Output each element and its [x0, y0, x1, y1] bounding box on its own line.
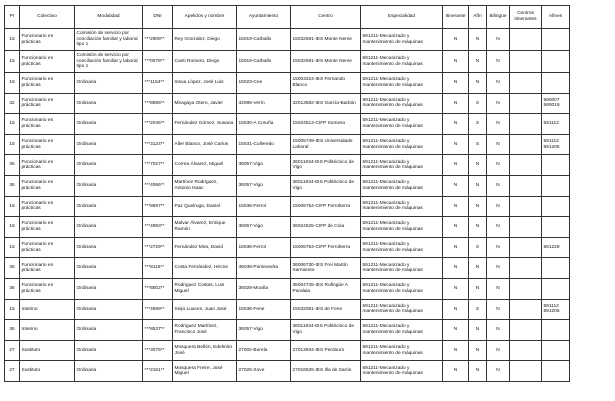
cell-pr: 15: [5, 51, 20, 73]
cell-centros-itinerantes: [510, 114, 542, 135]
cell-afines: [542, 29, 570, 51]
cell-afin: N: [469, 196, 487, 217]
cell-afin: S: [469, 237, 487, 258]
cell-bilingue: N: [487, 114, 510, 135]
cell-dni: ***4993**: [143, 217, 173, 238]
cell-afines: 591112 591205: [542, 134, 570, 155]
cell-afin: N: [469, 175, 487, 196]
table-row: [5, 237, 570, 258]
cell-modalidad: Ordinaria: [75, 217, 143, 238]
cell-modalidad: Ordinaria: [75, 340, 143, 361]
cell-modalidad: Ordinaria: [75, 237, 143, 258]
cell-dni: ***2729**: [143, 237, 173, 258]
table-row: [5, 340, 570, 361]
cell-ayuntamiento: 36057-Vigo: [237, 320, 291, 341]
table-row: [5, 361, 570, 382]
cell-ayuntamiento: 36057-Vigo: [237, 175, 291, 196]
cell-pr: 15: [5, 196, 20, 217]
cell-especialidad: 591211-Mecanizado y mantenimiento de máquinas: [361, 51, 443, 73]
cell-dni: ***1154**: [143, 73, 173, 94]
table-row: [5, 93, 570, 114]
cell-especialidad: 591211-Mecanizado y mantenimiento de máquinas: [361, 93, 443, 114]
cell-colectivo: Funcionario en prácticas: [20, 29, 75, 51]
cell-pr: 27: [5, 340, 20, 361]
cell-itinerante: N: [443, 175, 469, 196]
header-bilingue: Bilingüe: [487, 6, 510, 29]
cell-centro: 36011634-IES Politécnico de Vigo: [291, 320, 361, 341]
cell-nombre: Malvar Álvarez, Enrique Ramón: [173, 217, 237, 238]
cell-especialidad: 591211-Mecanizado y mantenimiento de máquinas: [361, 258, 443, 279]
cell-bilingue: N: [487, 217, 510, 238]
cell-centros-itinerantes: [510, 320, 542, 341]
cell-itinerante: N: [443, 258, 469, 279]
cell-itinerante: N: [443, 278, 469, 299]
cell-colectivo: Funcionario en prácticas: [20, 73, 75, 94]
cell-afines: 591112: [542, 114, 570, 135]
cell-dni: ***2045**: [143, 114, 173, 135]
cell-bilingue: N: [487, 93, 510, 114]
cell-centro: 15005749-IES Universidade Laboral: [291, 134, 361, 155]
cell-itinerante: N: [443, 237, 469, 258]
cell-centro: 15006754-CIFP Ferrolterra: [291, 237, 361, 258]
cell-afin: N: [469, 51, 487, 73]
cell-pr: 36: [5, 320, 20, 341]
cell-especialidad: 591211-Mecanizado y mantenimiento de máquinas: [361, 196, 443, 217]
cell-modalidad: Ordinaria: [75, 320, 143, 341]
cell-afin: N: [469, 155, 487, 176]
cell-dni: ***4699**: [143, 299, 173, 320]
cell-centros-itinerantes: [510, 361, 542, 382]
cell-modalidad: Ordinaria: [75, 114, 143, 135]
cell-afines: 591112 591205: [542, 299, 570, 320]
table-row: [5, 51, 570, 73]
table-row: [5, 217, 570, 238]
cell-afines: [542, 155, 570, 176]
cell-centros-itinerantes: [510, 237, 542, 258]
cell-itinerante: N: [443, 217, 469, 238]
header-colectivo: Colectivo: [20, 6, 75, 29]
cell-afin: N: [469, 217, 487, 238]
cell-ayuntamiento: 15036-Fene: [237, 299, 291, 320]
cell-pr: 15: [5, 114, 20, 135]
cell-centros-itinerantes: [510, 73, 542, 94]
header-afines: Afines: [542, 6, 570, 29]
cell-nombre: Paz Quelruga, Daniel: [173, 196, 237, 217]
cell-modalidad: Ordinaria: [75, 155, 143, 176]
table-header-row: [5, 6, 570, 29]
cell-modalidad: Ordinaria: [75, 278, 143, 299]
cell-modalidad: Ordinaria: [75, 258, 143, 279]
cell-afin: N: [469, 320, 487, 341]
cell-especialidad: 591211-Mecanizado y mantenimiento de máquinas: [361, 278, 443, 299]
cell-afines: [542, 258, 570, 279]
cell-pr: 36: [5, 155, 20, 176]
cell-nombre: Insua López, José Luis: [173, 73, 237, 94]
cell-pr: 15: [5, 134, 20, 155]
table-body: [5, 29, 570, 382]
cell-centros-itinerantes: [510, 196, 542, 217]
header-afin: Afín: [469, 6, 487, 29]
cell-centro: 15006754-CIFP Ferrolterra: [291, 196, 361, 217]
cell-afines: 590007 590019: [542, 93, 570, 114]
cell-pr: 36: [5, 258, 20, 279]
cell-itinerante: N: [443, 196, 469, 217]
cell-modalidad: Ordinaria: [75, 134, 143, 155]
header-especialidad: Especialidad: [361, 6, 443, 29]
table-row: [5, 73, 570, 94]
cell-modalidad: Comisión de servicio por conciliación familiar y laboral tipo 1: [75, 51, 143, 73]
cell-bilingue: N: [487, 29, 510, 51]
cell-ayuntamiento: 36029-Moaña: [237, 278, 291, 299]
cell-dni: ***8115**: [143, 258, 173, 279]
cell-bilingue: N: [487, 237, 510, 258]
cell-ayuntamiento: 32085-Verín: [237, 93, 291, 114]
cell-afines: [542, 320, 570, 341]
cell-itinerante: N: [443, 73, 469, 94]
cell-centros-itinerantes: [510, 258, 542, 279]
cell-centros-itinerantes: [510, 278, 542, 299]
cell-especialidad: 591211-Mecanizado y mantenimiento de máquinas: [361, 155, 443, 176]
cell-nombre: Mosquera Freire, José Miguel: [173, 361, 237, 382]
cell-centro: 36006730-IES Frei Martín Sarmiento: [291, 258, 361, 279]
cell-ayuntamiento: 15030-A Coruña: [237, 114, 291, 135]
cell-centros-itinerantes: [510, 93, 542, 114]
cell-nombre: Rodriguez Costas, Luis Miguel: [173, 278, 237, 299]
cell-nombre: Canti Romero, Diego: [173, 51, 237, 73]
cell-centro: 15032591-IES Monte Neme: [291, 29, 361, 51]
cell-afin: N: [469, 340, 487, 361]
cell-bilingue: N: [487, 134, 510, 155]
cell-centros-itinerantes: [510, 155, 542, 176]
cell-colectivo: Interino: [20, 299, 75, 320]
cell-colectivo: Funcionario en prácticas: [20, 217, 75, 238]
cell-pr: 32: [5, 93, 20, 114]
cell-colectivo: Funcionario en prácticas: [20, 258, 75, 279]
cell-colectivo: Sustituto: [20, 340, 75, 361]
cell-itinerante: N: [443, 114, 469, 135]
cell-centro: 27013934-IES Perdouro: [291, 340, 361, 361]
cell-nombre: Martínez Rodriguez, Antonio Isaac: [173, 175, 237, 196]
cell-colectivo: Interino: [20, 320, 75, 341]
cell-afines: [542, 278, 570, 299]
cell-colectivo: Funcionario en prácticas: [20, 278, 75, 299]
cell-afines: 591228: [542, 237, 570, 258]
cell-especialidad: 591211-Mecanizado y mantenimiento de máquinas: [361, 320, 443, 341]
cell-dni: ***3124**: [143, 134, 173, 155]
cell-bilingue: N: [487, 51, 510, 73]
cell-centro: 36011634-IES Politécnico de Vigo: [291, 155, 361, 176]
cell-pr: 36: [5, 175, 20, 196]
cell-itinerante: N: [443, 51, 469, 73]
cell-itinerante: N: [443, 155, 469, 176]
table-row: [5, 175, 570, 196]
cell-afin: S: [469, 93, 487, 114]
cell-ayuntamiento: 15019-Carballo: [237, 51, 291, 73]
header-ayuntamiento: Ayuntamiento: [237, 6, 291, 29]
cell-bilingue: N: [487, 320, 510, 341]
table-row: [5, 114, 570, 135]
cell-centros-itinerantes: [510, 299, 542, 320]
header-centro: Centro: [291, 6, 361, 29]
cell-dni: ***2908**: [143, 29, 173, 51]
cell-pr: 27: [5, 361, 20, 382]
cell-itinerante: N: [443, 93, 469, 114]
header-dni: DNI: [143, 6, 173, 29]
cell-afines: [542, 175, 570, 196]
cell-ayuntamiento: 15031-Culleredo: [237, 134, 291, 155]
cell-bilingue: N: [487, 361, 510, 382]
cell-dni: ***8502**: [143, 278, 173, 299]
cell-nombre: Costa Fernández, Héctor: [173, 258, 237, 279]
cell-ayuntamiento: 15023-Cee: [237, 73, 291, 94]
cell-ayuntamiento: 36057-Vigo: [237, 155, 291, 176]
cell-centro: 15032081-IES de Fene: [291, 299, 361, 320]
cell-itinerante: N: [443, 134, 469, 155]
cell-afin: N: [469, 278, 487, 299]
cell-bilingue: N: [487, 155, 510, 176]
cell-especialidad: 591211-Mecanizado y mantenimiento de máquinas: [361, 299, 443, 320]
cell-centro: 36004745-IES Rufingúe A Paralaia: [291, 278, 361, 299]
cell-modalidad: Comisión de servicio por conciliación familiar y laboral tipo 1: [75, 29, 143, 51]
header-itinerante: Itinerante: [443, 6, 469, 29]
cell-dni: ***4066**: [143, 175, 173, 196]
cell-especialidad: 591211-Mecanizado y mantenimiento de máquinas: [361, 114, 443, 135]
cell-ayuntamiento: 36057-Vigo: [237, 217, 291, 238]
cell-nombre: Fernández Mira, David: [173, 237, 237, 258]
cell-dni: ***3075**: [143, 340, 173, 361]
cell-centro: 36024525-CIFP de Coia: [291, 217, 361, 238]
cell-especialidad: 591211-Mecanizado y mantenimiento de máquinas: [361, 217, 443, 238]
cell-ayuntamiento: 15019-Carballo: [237, 29, 291, 51]
cell-centros-itinerantes: [510, 51, 542, 73]
cell-especialidad: 591211-Mecanizado y mantenimiento de máquinas: [361, 73, 443, 94]
table-row: [5, 155, 570, 176]
cell-modalidad: Ordinaria: [75, 175, 143, 196]
cell-afin: N: [469, 29, 487, 51]
cell-centro: 15024513-CIFP Someso: [291, 114, 361, 135]
cell-centro: 27016625-IES Illa de Sarón: [291, 361, 361, 382]
cell-afines: [542, 73, 570, 94]
cell-colectivo: Funcionario en prácticas: [20, 237, 75, 258]
cell-nombre: Rodriguez Martínez, Francisco José: [173, 320, 237, 341]
table-row: [5, 134, 570, 155]
cell-modalidad: Ordinaria: [75, 93, 143, 114]
cell-modalidad: Ordinaria: [75, 73, 143, 94]
cell-colectivo: Funcionario en prácticas: [20, 93, 75, 114]
cell-nombre: Rey Gonzalez, Diego: [173, 29, 237, 51]
cell-nombre: Aller Blanco, José Carlos: [173, 134, 237, 155]
cell-afin: S: [469, 114, 487, 135]
cell-colectivo: Sustituto: [20, 361, 75, 382]
cell-nombre: Mosquera Bellón, Edelmiro José: [173, 340, 237, 361]
cell-bilingue: N: [487, 299, 510, 320]
cell-nombre: Seijo Luaces, Juan José: [173, 299, 237, 320]
cell-afin: S: [469, 299, 487, 320]
cell-bilingue: N: [487, 258, 510, 279]
cell-centro: 36011634-IES Politécnico de Vigo: [291, 175, 361, 196]
cell-dni: ***8697**: [143, 196, 173, 217]
cell-ayuntamiento: 15036-Ferrol: [237, 196, 291, 217]
cell-centro: 15003224-IES Fernando Blanco: [291, 73, 361, 94]
table-row: [5, 278, 570, 299]
cell-itinerante: N: [443, 29, 469, 51]
cell-bilingue: N: [487, 73, 510, 94]
cell-itinerante: N: [443, 320, 469, 341]
cell-itinerante: N: [443, 361, 469, 382]
cell-nombre: Miragaya Otero, Javier: [173, 93, 237, 114]
cell-colectivo: Funcionario en prácticas: [20, 175, 75, 196]
cell-colectivo: Funcionario en prácticas: [20, 196, 75, 217]
cell-pr: 15: [5, 299, 20, 320]
cell-modalidad: Ordinaria: [75, 361, 143, 382]
cell-afines: [542, 361, 570, 382]
cell-bilingue: N: [487, 175, 510, 196]
table-row: [5, 299, 570, 320]
header-nombre: Apelidos y nombre: [173, 6, 237, 29]
cell-especialidad: 591211-Mecanizado y mantenimiento de máquinas: [361, 340, 443, 361]
header-centros-itinerantes: Centros itinerantes: [510, 6, 542, 29]
cell-centro: 15032591-IES Monte Neme: [291, 51, 361, 73]
cell-afin: N: [469, 73, 487, 94]
cell-bilingue: N: [487, 196, 510, 217]
cell-afines: [542, 196, 570, 217]
cell-dni: ***8665**: [143, 93, 173, 114]
cell-afin: N: [469, 258, 487, 279]
cell-nombre: Fernández Gómez, Susana: [173, 114, 237, 135]
cell-afines: [542, 217, 570, 238]
assignments-table: [4, 5, 570, 382]
cell-afin: S: [469, 134, 487, 155]
cell-ayuntamiento: 36038-Pontevedra: [237, 258, 291, 279]
table-row: [5, 196, 570, 217]
table-row: [5, 258, 570, 279]
cell-dni: ***8537**: [143, 320, 173, 341]
cell-centros-itinerantes: [510, 175, 542, 196]
cell-bilingue: N: [487, 278, 510, 299]
cell-ayuntamiento: 15036-Ferrol: [237, 237, 291, 258]
cell-pr: 15: [5, 217, 20, 238]
cell-colectivo: Funcionario en prácticas: [20, 155, 75, 176]
header-pr: Pr: [5, 6, 20, 29]
cell-bilingue: N: [487, 340, 510, 361]
cell-pr: 15: [5, 237, 20, 258]
cell-afines: [542, 340, 570, 361]
header-modalidad: Modalidad: [75, 6, 143, 29]
cell-especialidad: 591211-Mecanizado y mantenimiento de máquinas: [361, 134, 443, 155]
cell-dni: ***0078**: [143, 51, 173, 73]
cell-afin: N: [469, 361, 487, 382]
cell-itinerante: N: [443, 340, 469, 361]
cell-centros-itinerantes: [510, 217, 542, 238]
table-row: [5, 29, 570, 51]
cell-centros-itinerantes: [510, 29, 542, 51]
cell-centros-itinerantes: [510, 340, 542, 361]
table-row: [5, 320, 570, 341]
cell-itinerante: N: [443, 299, 469, 320]
cell-centro: 32013582-IES García-Barbón: [291, 93, 361, 114]
cell-pr: 15: [5, 29, 20, 51]
cell-modalidad: Ordinaria: [75, 299, 143, 320]
cell-dni: ***2161**: [143, 361, 173, 382]
cell-colectivo: Funcionario en prácticas: [20, 134, 75, 155]
cell-afines: [542, 51, 570, 73]
cell-dni: ***7027**: [143, 155, 173, 176]
cell-ayuntamiento: 27002-Burela: [237, 340, 291, 361]
cell-colectivo: Funcionario en prácticas: [20, 114, 75, 135]
document-page: [4, 5, 570, 382]
cell-centros-itinerantes: [510, 134, 542, 155]
cell-pr: 36: [5, 278, 20, 299]
cell-modalidad: Ordinaria: [75, 196, 143, 217]
cell-especialidad: 591211-Mecanizado y mantenimiento de máquinas: [361, 237, 443, 258]
cell-pr: 15: [5, 73, 20, 94]
cell-colectivo: Funcionario en prácticas: [20, 51, 75, 73]
cell-especialidad: 591211-Mecanizado y mantenimiento de máquinas: [361, 361, 443, 382]
cell-ayuntamiento: 27025-Xove: [237, 361, 291, 382]
cell-especialidad: 591211-Mecanizado y mantenimiento de máquinas: [361, 175, 443, 196]
cell-nombre: Correa Álvarez, Miguel: [173, 155, 237, 176]
cell-especialidad: 591211-Mecanizado y mantenimiento de máquinas: [361, 29, 443, 51]
